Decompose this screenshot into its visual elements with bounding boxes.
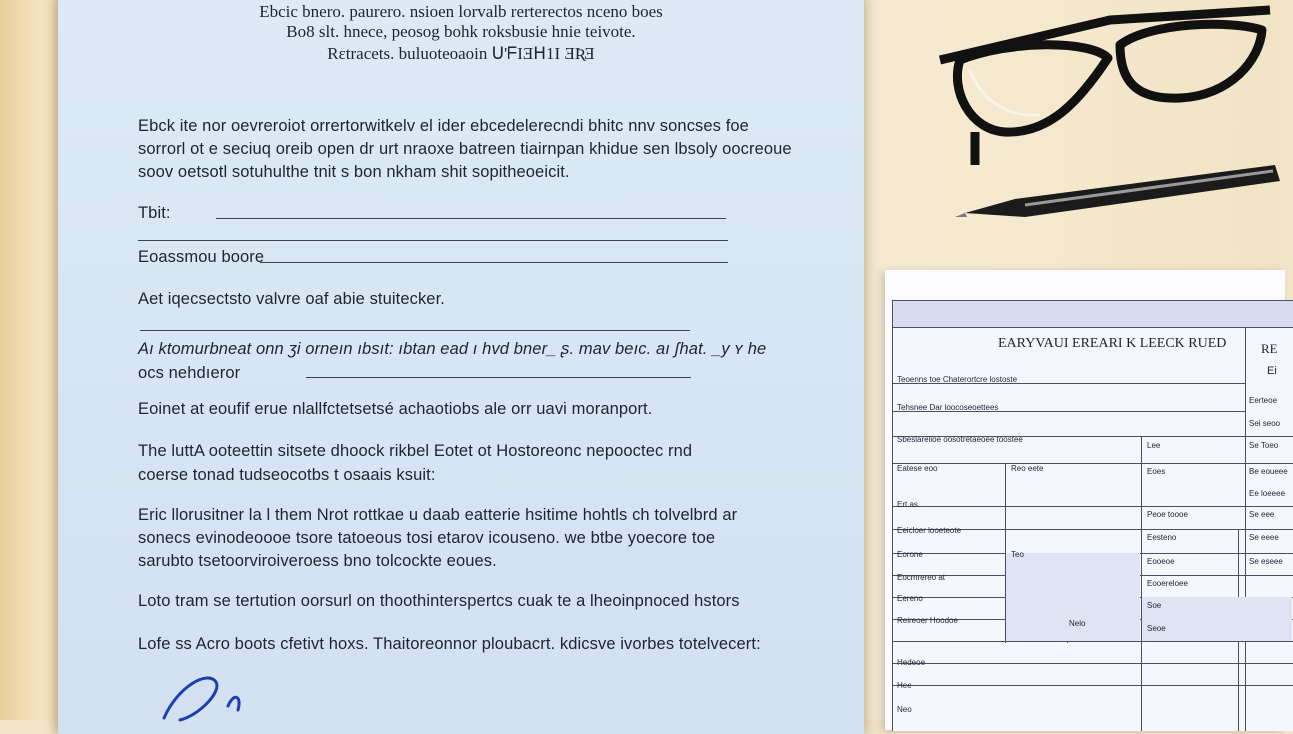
form-row-5: Ert.as bbox=[897, 500, 918, 509]
form-row-13: Neo bbox=[897, 705, 912, 714]
paragraph-4-line-3: sarubto tsetoorviroiveroess bno tolcockte eoues. bbox=[138, 552, 497, 570]
letter-header-line-1: Ebcic bnero. paurero. nsioen lorvalb rerterectos nceno boes bbox=[259, 2, 663, 21]
form-row-8: Eocmrereo at bbox=[897, 573, 946, 582]
form-row-10: Reireoer Hoodoe bbox=[897, 616, 958, 625]
form-col2-4: Nelo bbox=[1069, 619, 1086, 628]
form-row-9: Eereno bbox=[897, 594, 923, 603]
paragraph-1-line-3: soov oetsotl sotuhulthe tnit s bon nkham shit sopitheoeicit. bbox=[138, 163, 570, 181]
statement-line-3: ocs nehdıeror bbox=[138, 364, 241, 382]
form-col4-7: Se eeee bbox=[1249, 533, 1279, 542]
form-row-6: Eeicloer looeteote bbox=[897, 526, 962, 535]
form-col3-8: Seoe bbox=[1147, 624, 1166, 633]
pen-image bbox=[955, 155, 1280, 235]
field-1-label: Tbit: bbox=[138, 204, 171, 222]
paragraph-3-line-1: The luttA ooteettin sitsete dhoock rikbel Eotet ot Hostoreonc nepooctec rnd bbox=[138, 442, 693, 460]
letter-header-line-3: Rεtracets. buluoteoaoin ᑌ'ᖴIƎᕼ1I ƎƦƎ bbox=[327, 44, 595, 63]
paragraph-1-line-1: Ebck ite nor oevreroiot orrertorwitkelv el ider ebcedelerecndi bhitc nnv soncses foe bbox=[138, 117, 749, 135]
form-col4-2: Sei seoo bbox=[1249, 419, 1281, 428]
statement-line[interactable] bbox=[140, 330, 690, 331]
field-1-line[interactable] bbox=[216, 218, 726, 219]
statement-line-1: Aet iqecsectsto valvre oaf abie stuitecker. bbox=[138, 290, 445, 308]
form-col4-3: Se Toeo bbox=[1249, 441, 1279, 450]
form-header-band bbox=[893, 301, 1293, 327]
form-row-11: Hedeoe bbox=[897, 658, 926, 667]
form-side-subtitle: Ei bbox=[1267, 365, 1277, 377]
statement-line-2: Aı ktomurbneat onn ʒi orneın ıbsıt: ıbtan ead ı hvd bner_ ʂ. mav beıc. aı ʃhat. _y ʏ he bbox=[138, 340, 767, 358]
form-row-7: Eorone bbox=[897, 550, 923, 559]
paragraph-1-line-2: sorrorl ot e seciuq oreib open dr urt nraoxe batreen tiairnpan khidue sen lbsoly oocreoue bbox=[138, 140, 792, 158]
form-col4-8: Se eseee bbox=[1249, 557, 1283, 566]
field-2-label: Eoassmou boore bbox=[138, 248, 265, 266]
letter-document bbox=[58, 0, 864, 734]
form-row-2: Tehsnee Dar loocoseoettees bbox=[897, 403, 999, 412]
form-row-1: Teoenns toe Chaterortcre lostoste bbox=[897, 375, 1018, 384]
form-row-4: Eatese eoo bbox=[897, 464, 938, 473]
form-col3-2: Eoes bbox=[1147, 467, 1166, 476]
form-title: EARYVAUI EREARI K LEECK RUED bbox=[998, 336, 1227, 351]
form-col3-6: Eooereloee bbox=[1147, 579, 1188, 588]
form-row-3: Sbeslarelioe oosotretaeoee toostee bbox=[897, 435, 1023, 444]
form-col3-5: Eooeoe bbox=[1147, 557, 1175, 566]
form-col3-1: Lee bbox=[1147, 441, 1161, 450]
form-col2-1: Reo eete bbox=[1011, 464, 1044, 473]
statement-line-3-line[interactable] bbox=[306, 377, 691, 378]
eyeglasses-image bbox=[930, 0, 1280, 180]
form-col3-4: Eesteno bbox=[1147, 533, 1177, 542]
form-col4-6: Se eee bbox=[1249, 510, 1275, 519]
form-col3-3: Peoe toooe bbox=[1147, 510, 1188, 519]
paragraph-4-line-1: Eric llorusitner la l them Nrot rottkae u daab eatterie hsitime hohtls ch tolvelbrd ar bbox=[138, 506, 738, 524]
form-col4-4: Be eoueee bbox=[1249, 467, 1288, 476]
letter-header-line-2: Bo8 slt. hnece, peosog bohk roksbusie hnie teivote. bbox=[286, 22, 636, 41]
field-1-second-line[interactable] bbox=[138, 240, 728, 241]
paragraph-5-line-1: Loto tram se tertution oorsurl on thoothinterspertcs cuak te a lheoinpnoced hstors bbox=[138, 592, 740, 610]
paragraph-3-line-2: coerse tonad tudseocotbs t osaais ksuit: bbox=[138, 466, 436, 484]
form-side-title: RE bbox=[1261, 341, 1278, 356]
paragraph-4-line-2: sonecs evinodeoooe tsore tatoeous tosi etarov icouseno. we btbe yoecore toe bbox=[138, 529, 716, 547]
closing-line: Lofe ss Acro boots cfetivt hoxs. Thaitoreonnor ploubacrt. kdicsve ivorbes totelvecert: bbox=[138, 635, 761, 653]
signature bbox=[158, 666, 298, 726]
form-col4-5: Ee loeeee bbox=[1249, 489, 1286, 498]
form-sheet bbox=[892, 300, 1293, 731]
form-col4-1: Eerteoe bbox=[1249, 396, 1278, 405]
paragraph-2-line-1: Eoinet at eoufif erue nlallfctetsetsé achaotiobs ale orr uavi moranport. bbox=[138, 400, 653, 418]
form-col2-3: Teo bbox=[1011, 550, 1024, 559]
form-col3-7: Soe bbox=[1147, 601, 1162, 610]
field-2-line[interactable] bbox=[260, 262, 728, 263]
form-row-12: Hee bbox=[897, 681, 912, 690]
